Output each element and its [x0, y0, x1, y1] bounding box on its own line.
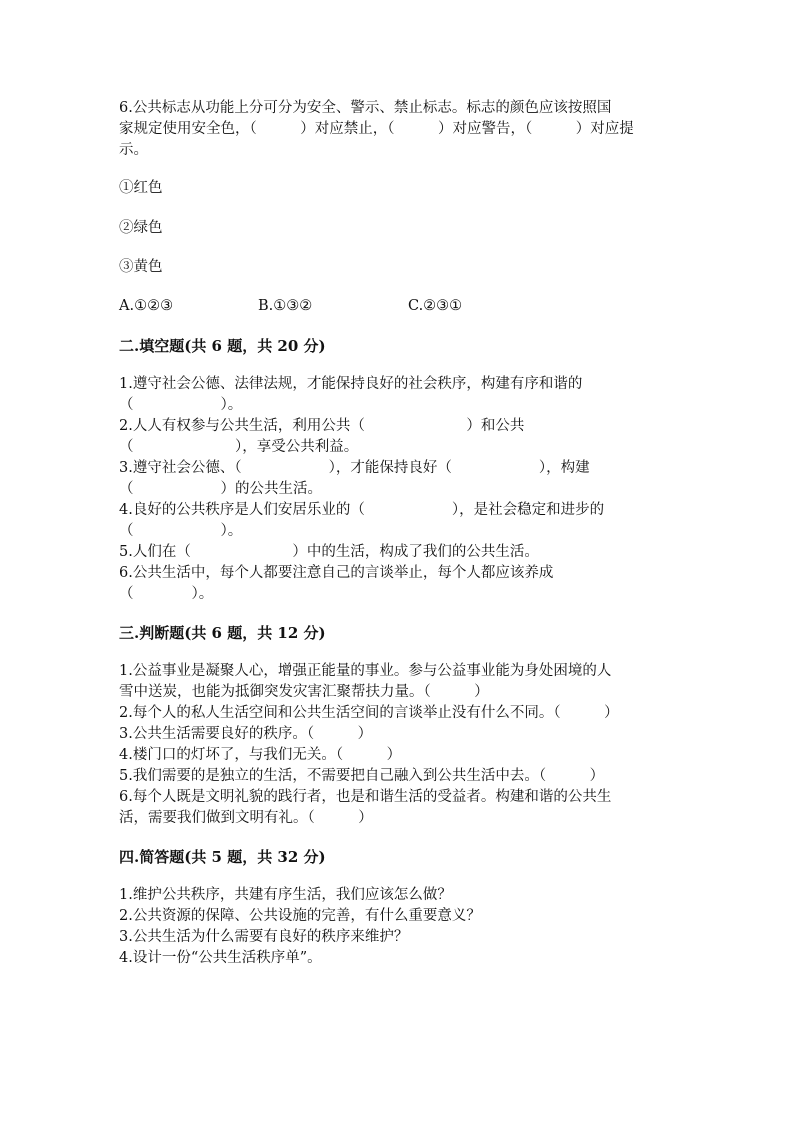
- q6-choice-a: A.①②③: [119, 298, 174, 314]
- true-false-line: 活，需要我们做到文明有礼。（ ）: [119, 810, 373, 826]
- short-answer-line: 1.维护公共秩序，共建有序生活，我们应该怎么做？: [119, 887, 452, 903]
- short-answer-line: 4.设计一份“公共生活秩序单”。: [119, 950, 322, 966]
- q6-line-3: 示。: [119, 142, 148, 158]
- fill-blank-line: （ ），享受公共利益。: [119, 439, 359, 455]
- fill-blank-line: （ ）的公共生活。: [119, 481, 322, 497]
- true-false-line: 4.楼门口的灯坏了，与我们无关。（ ）: [119, 747, 402, 763]
- fill-blank-line: （ ）。: [119, 586, 214, 602]
- q6-line-2: 家规定使用安全色，（ ）对应禁止，（ ）对应警告，（ ）对应提: [119, 121, 634, 137]
- short-answer-line: 2.公共资源的保障、公共设施的完善，有什么重要意义？: [119, 908, 481, 924]
- q6-item-red: ①红色: [119, 180, 163, 196]
- true-false-line: 雪中送炭，也能为抵御突发灾害汇聚帮扶力量。（ ）: [119, 684, 489, 700]
- true-false-line: 5.我们需要的是独立的生活，不需要把自己融入到公共生活中去。（ ）: [119, 768, 605, 784]
- section-heading-fill-blank: 二.填空题(共 6 题，共 20 分): [119, 337, 326, 355]
- section-heading-true-false: 三.判断题(共 6 题，共 12 分): [119, 624, 326, 642]
- true-false-line: 3.公共生活需要良好的秩序。（ ）: [119, 726, 373, 742]
- section-heading-short-answer: 四.简答题(共 5 题，共 32 分): [119, 848, 326, 866]
- fill-blank-line: 3.遵守社会公德、（ ），才能保持良好（ ），构建: [119, 460, 590, 476]
- q6-line-1: 6.公共标志从功能上分可分为安全、警示、禁止标志。标志的颜色应该按照国: [119, 100, 612, 116]
- fill-blank-line: 4.良好的公共秩序是人们安居乐业的（ ），是社会稳定和进步的: [119, 502, 605, 518]
- fill-blank-line: （ ）。: [119, 397, 243, 413]
- q6-item-green: ②绿色: [119, 220, 163, 236]
- fill-blank-line: 2.人人有权参与公共生活，利用公共（ ）和公共: [119, 418, 525, 434]
- fill-blank-line: 6.公共生活中，每个人都要注意自己的言谈举止，每个人都应该养成: [119, 565, 554, 581]
- q6-item-yellow: ③黄色: [119, 259, 163, 275]
- fill-blank-line: （ ）。: [119, 523, 243, 539]
- true-false-line: 1.公益事业是凝聚人心，增强正能量的事业。参与公益事业能为身处困境的人: [119, 663, 612, 679]
- q6-choice-b: B.①③②: [258, 298, 313, 314]
- fill-blank-line: 5.人们在（ ）中的生活，构成了我们的公共生活。: [119, 544, 539, 560]
- fill-blank-line: 1.遵守社会公德、法律法规，才能保持良好的社会秩序，构建有序和谐的: [119, 376, 583, 392]
- true-false-line: 2.每个人的私人生活空间和公共生活空间的言谈举止没有什么不同。（ ）: [119, 705, 619, 721]
- true-false-line: 6.每个人既是文明礼貌的践行者，也是和谐生活的受益者。构建和谐的公共生: [119, 789, 612, 805]
- q6-choice-c: C.②③①: [408, 298, 463, 314]
- short-answer-line: 3.公共生活为什么需要有良好的秩序来维护？: [119, 929, 409, 945]
